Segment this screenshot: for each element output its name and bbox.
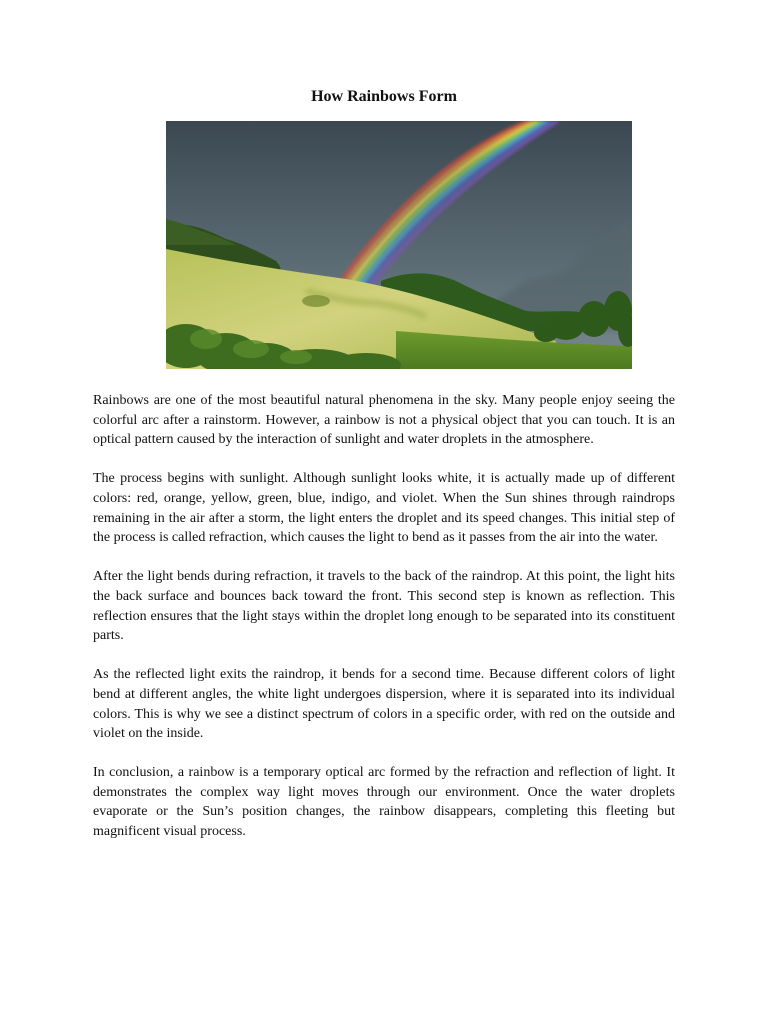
article-body <box>93 391 675 861</box>
document-title: How Rainbows Form <box>311 88 457 105</box>
paragraph-intro: Rainbows are one of the most beautiful natural phenomena in the sky. Many people enjoy seeing the colorful arc after a rainstorm. However, a rainbow is not a physical object that you can touch. It is an optical pattern caused by the interaction of sunlight and water droplets in the atmosphere. <box>93 393 675 448</box>
rainbow-photo <box>166 121 632 369</box>
paragraph-dispersion: As the reflected light exits the raindrop, it bends for a second time. Because different colors of light bend at different angles, the white light undergoes dispersion, where it is separated into its individual colors. This is why we see a distinct spectrum of colors in a specific order, with red on the outside and violet on the inside. <box>93 667 675 742</box>
paragraph-conclusion: In conclusion, a rainbow is a temporary optical arc formed by the refraction and reflection of light. It demonstrates the complex way light moves through our environment. Once the water droplets evaporate or the Sun’s position changes, the rainbow disappears, completing this fleeting but magnificent visual process. <box>93 765 675 840</box>
paragraph-refraction: The process begins with sunlight. Although sunlight looks white, it is actually made up of different colors: red, orange, yellow, green, blue, indigo, and violet. When the Sun shines through raindrops remaining in the air after a storm, the light enters the droplet and its speed changes. This initial step of the process is called refraction, which causes the light to bend as it passes from the air into the water. <box>93 471 675 546</box>
paragraph-reflection: After the light bends during refraction, it travels to the back of the raindrop. At this point, the light hits the back surface and bounces back toward the front. This second step is known as reflection. This reflection ensures that the light stays within the droplet long enough to be separated into its constituent parts. <box>93 569 675 644</box>
